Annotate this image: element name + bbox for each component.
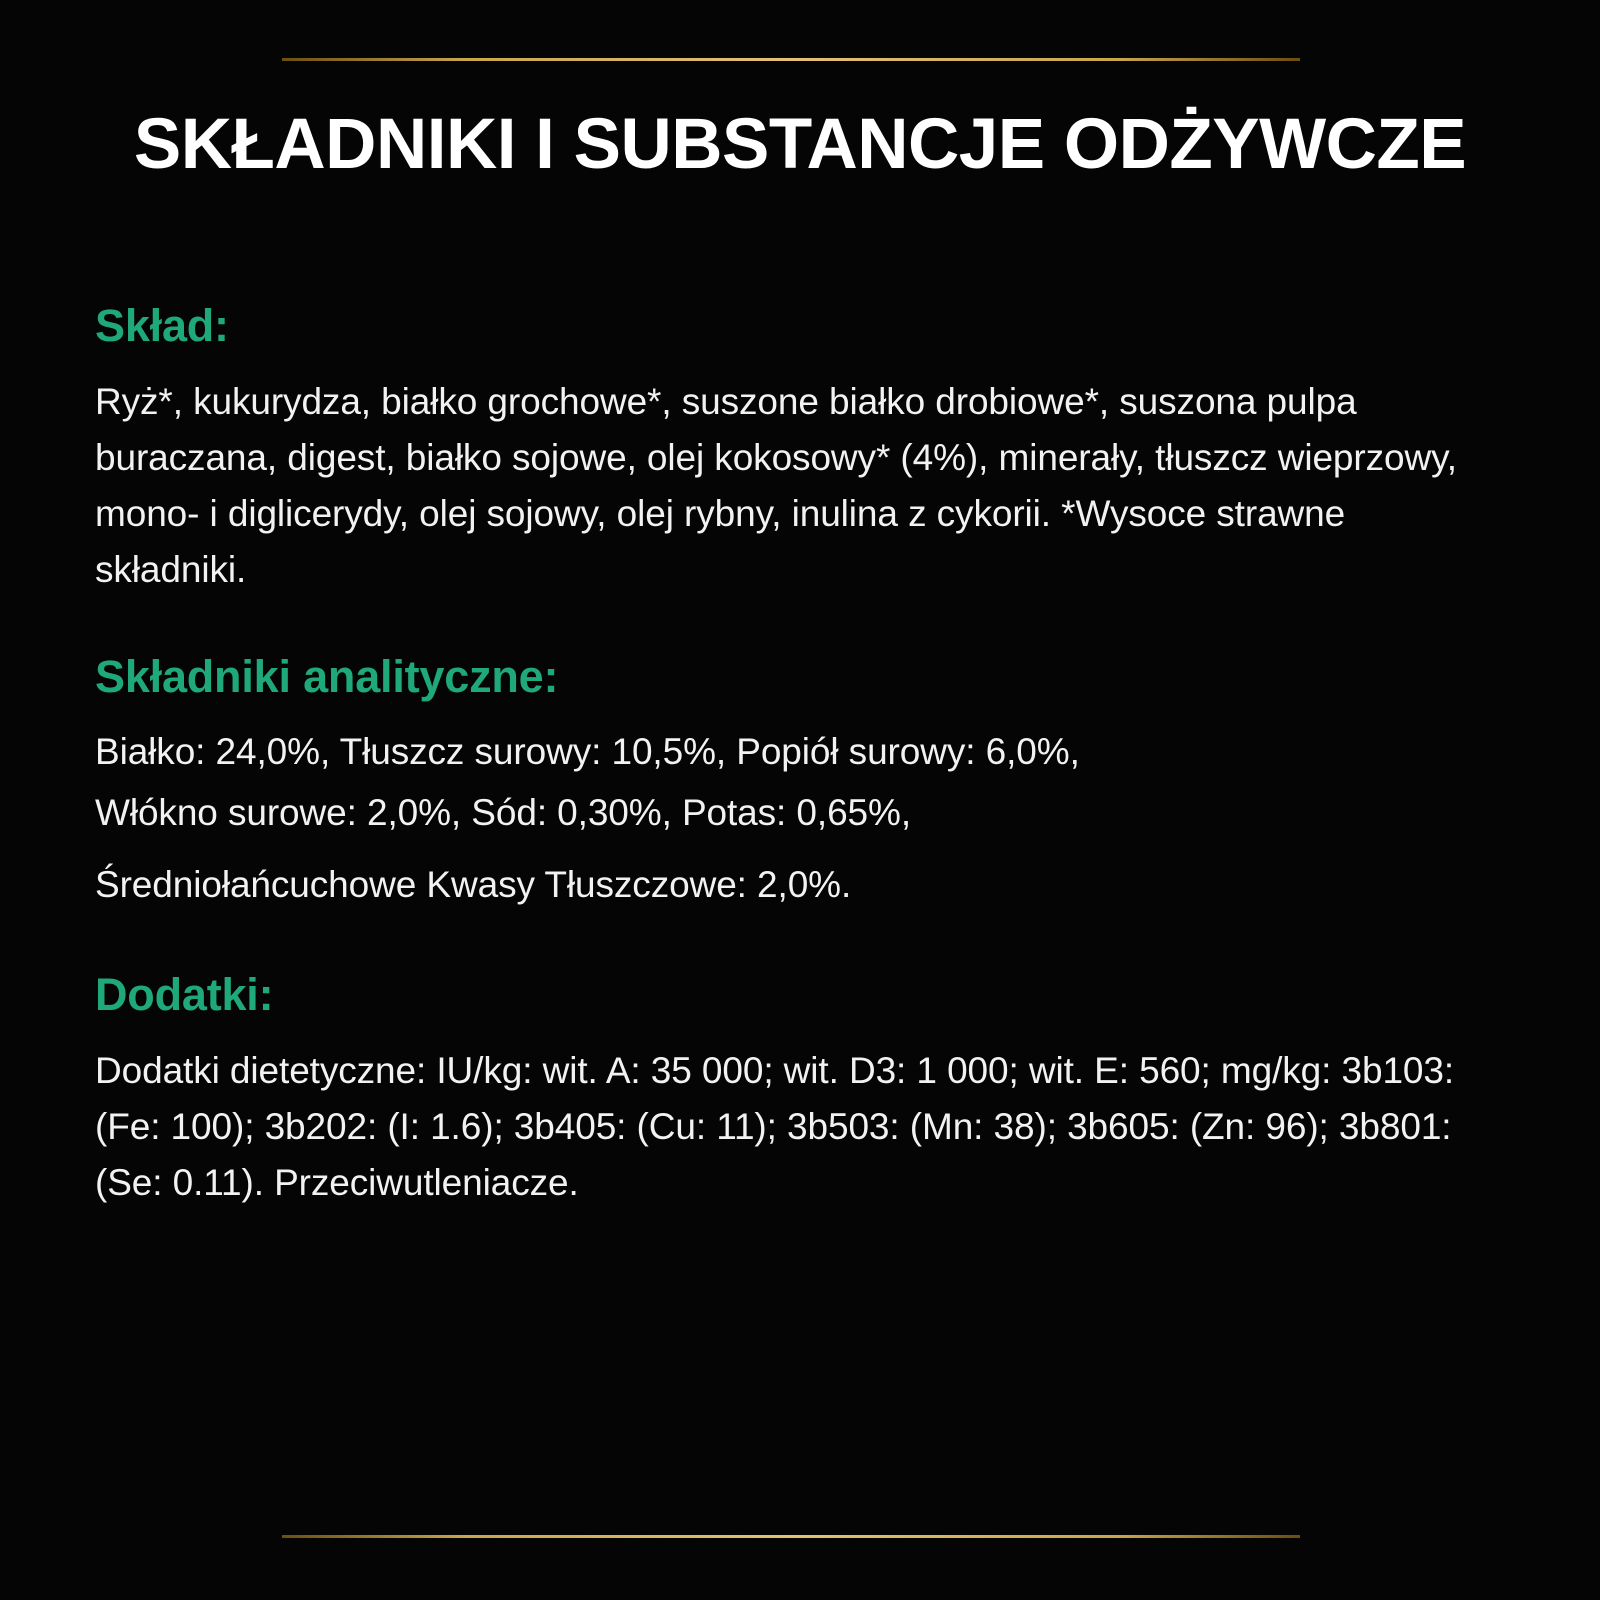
composition-text: Ryż*, kukurydza, białko grochowe*, suszone białko drobiowe*, suszona pulpa buraczana, digest, białko sojowe, olej kokosowy* (4%), minerały, tłuszcz wieprzowy, mono- i diglicerydy, olej sojowy, olej rybny, inulina z cykorii. *Wysoce strawne składniki. — [95, 380, 1457, 591]
analytical-heading: Składniki analityczne: — [95, 650, 559, 702]
analytical-line-2: Włókno surowe: 2,0%, Sód: 0,30%, Potas: 0,65%, — [95, 791, 912, 833]
analytical-line-1: Białko: 24,0%, Tłuszcz surowy: 10,5%, Popiół surowy: 6,0%, — [95, 731, 1080, 773]
bottom-divider-rule — [282, 1535, 1300, 1538]
analytical-line-3: Średniołańcuchowe Kwasy Tłuszczowe: 2,0%. — [95, 863, 852, 905]
top-divider-rule — [282, 58, 1300, 61]
composition-heading: Skład: — [95, 300, 229, 351]
additives-text: Dodatki dietetyczne: IU/kg: wit. A: 35 000; wit. D3: 1 000; wit. E: 560; mg/kg: 3b103: (Fe: 100); 3b202: (I: 1.6); 3b405: (Cu: 11); 3b503: (Mn: 38); 3b605: (Zn: 96); 3b801: (Se: 0.11). Przeciwutleniacze. — [95, 1049, 1455, 1204]
section-analytical-constituents — [95, 651, 1515, 913]
additives-heading: Dodatki: — [95, 969, 274, 1021]
content-area — [95, 300, 1515, 1212]
page-title: SKŁADNIKI I SUBSTANCJE ODŻYWCZE — [133, 105, 1467, 184]
section-additives — [95, 969, 1515, 1211]
section-composition — [95, 300, 1515, 599]
